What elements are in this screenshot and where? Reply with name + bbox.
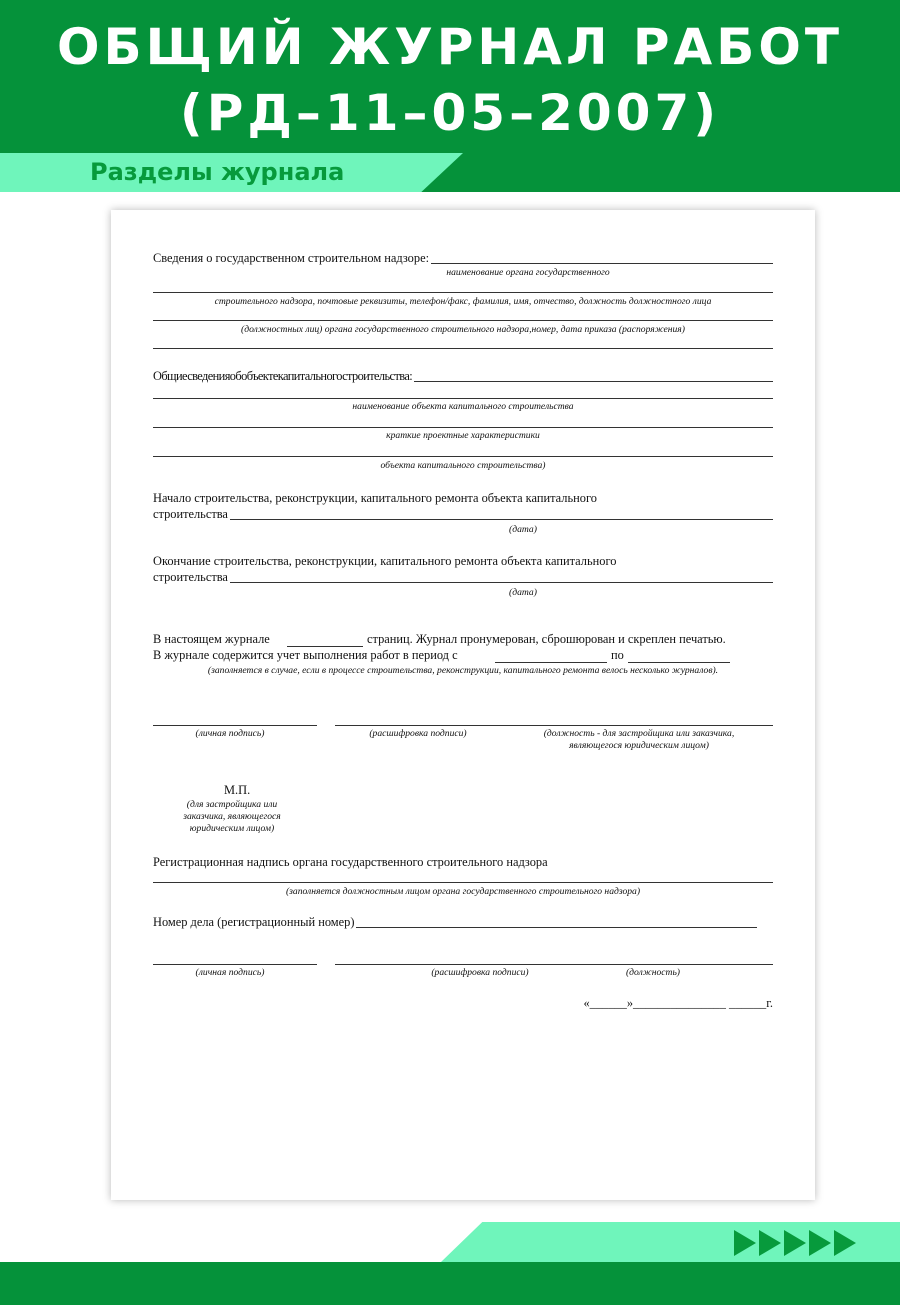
supervision-row xyxy=(153,250,773,268)
object-hint-2: краткие проектные характеристики xyxy=(386,430,540,441)
pages-blank xyxy=(287,646,363,647)
registration-label: Регистрационная надпись органа государственного строительного надзора xyxy=(153,855,548,869)
object-row xyxy=(153,368,773,386)
end-line-2: строительства xyxy=(153,570,228,584)
footer-band xyxy=(0,1262,900,1305)
page-title-line1: ОБЩИЙ ЖУРНАЛ РАБОТ xyxy=(57,18,843,76)
fill-line xyxy=(153,882,773,883)
page-title-line2: (РД–11–05–2007) xyxy=(179,84,721,142)
journal-line-1b: страниц. Журнал пронумерован, сброшюрован и скреплен печатью. xyxy=(367,632,726,646)
forward-arrows-icon xyxy=(734,1230,858,1256)
fill-line xyxy=(153,398,773,399)
journal-hint: (заполняется в случае, если в процессе строительства, реконструкции, капитального ремонта велось несколько журналов). xyxy=(207,665,719,676)
start-line-1: Начало строительства, реконструкции, капитального ремонта объекта капитального xyxy=(153,491,597,505)
end-line-1: Окончание строительства, реконструкции, капитального ремонта объекта капитального xyxy=(153,554,617,568)
signature-decode-line xyxy=(335,725,773,726)
signature-caption: (личная подпись) xyxy=(195,967,265,978)
fill-line xyxy=(153,582,773,583)
signature-decode-caption: (расшифровка подписи) xyxy=(369,728,467,739)
case-label: Номер дела (регистрационный номер) xyxy=(153,915,355,929)
object-hint-3: объекта капитального строительства) xyxy=(380,460,546,471)
supervision-hint-1: наименование органа государственного xyxy=(446,267,610,278)
journal-line-1a: В настоящем журнале xyxy=(153,632,270,646)
page-title xyxy=(0,14,900,146)
object-hint-1: наименование объекта капитального строительства xyxy=(352,401,574,412)
registration-hint: (заполняется должностным лицом органа государственного строительного надзора) xyxy=(285,886,641,897)
signature-line xyxy=(153,725,317,726)
start-hint: (дата) xyxy=(509,524,537,535)
fill-line xyxy=(153,348,773,349)
position-caption: (должность) xyxy=(625,967,681,978)
start-line-2: строительства xyxy=(153,507,228,521)
signature-line xyxy=(153,964,317,965)
fill-line xyxy=(153,456,773,457)
journal-line-2a: В журнале содержится учет выполнения работ в период с xyxy=(153,648,458,662)
fill-line xyxy=(153,427,773,428)
date-line: «______»_______________ ______г. xyxy=(583,996,773,1010)
fill-line xyxy=(153,519,773,520)
stamp-hint: (для застройщика или заказчика, являющегося юридическим лицом) xyxy=(183,799,281,834)
fill-line xyxy=(153,292,773,293)
section-label: Разделы журнала xyxy=(90,158,345,186)
supervision-hint-2: строительного надзора, почтовые реквизиты, телефон/факс, фамилия, имя, отчество, должность должностного лица xyxy=(214,296,712,307)
period-from-blank xyxy=(495,662,607,663)
end-hint: (дата) xyxy=(509,587,537,598)
supervision-label: Сведения о государственном строительном надзоре: xyxy=(153,251,430,265)
document-page xyxy=(111,210,815,1200)
object-label: Общиесведенияобобъектекапитальногостроительства: xyxy=(153,369,413,383)
journal-line-2b: по xyxy=(611,648,624,662)
signature-decode-caption: (расшифровка подписи) xyxy=(431,967,529,978)
end-row xyxy=(153,569,773,587)
signature-decode-line xyxy=(335,964,773,965)
case-row xyxy=(153,914,757,932)
start-row xyxy=(153,506,773,524)
signature-caption: (личная подпись) xyxy=(195,728,265,739)
supervision-hint-3: (должностных лиц) органа государственного строительного надзора,номер, дата приказа (распоряжения) xyxy=(241,324,685,335)
period-to-blank xyxy=(628,662,730,663)
stamp-label: М.П. xyxy=(224,783,251,797)
position-caption: (должность - для застройщика или заказчика, являющегося юридическим лицом) xyxy=(543,728,735,751)
fill-line xyxy=(153,320,773,321)
